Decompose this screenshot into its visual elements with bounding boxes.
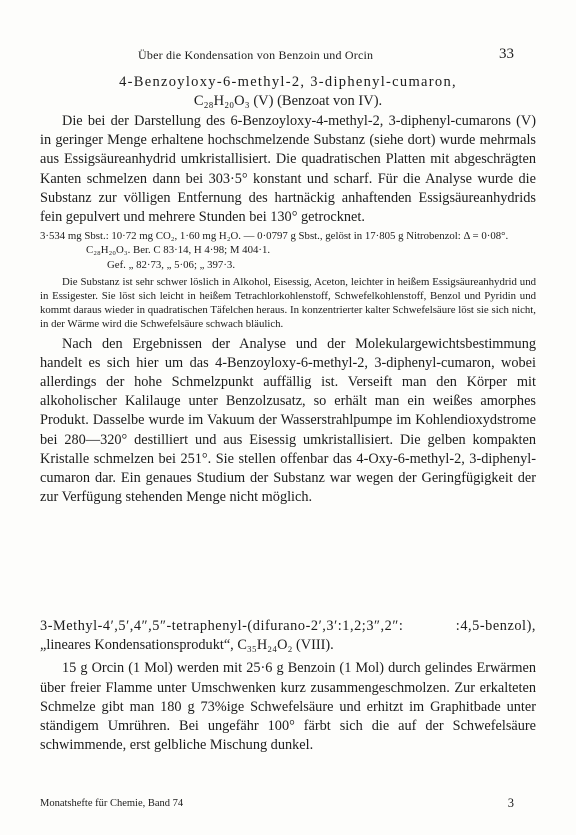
section-title-benzoat [40, 73, 536, 110]
title-formula: C₂₈H₂₀O₃ [193, 92, 250, 109]
solubility-note: Die Substanz ist sehr schwer löslich in Alkohol, Eisessig, Aceton, leichter in heißem Essigsäureanhydrid und in Essigester. Sie löst sich leicht in heißem Tetrachlorkohlenstoff, Schwefelkohlenstoff, Benzol und Pyridin und kommt daraus wieder in quadratischen Täfelchen heraus. In konzentrierter kalter Schwefelsäure löst sie sich nicht, in der Wärme wird die Schwefelsäure schwach bläulich. [40, 275, 536, 331]
section-kondensationsprodukt [40, 617, 536, 755]
running-header [138, 46, 514, 66]
journal-name: Monatshefte für Chemie, Band 74 [40, 798, 184, 809]
title-line-2 [40, 92, 536, 111]
sheet-number: 3 [507, 796, 514, 810]
title-rest: (V) (Benzoat von IV). [253, 92, 383, 109]
paragraph-darstellung: Die bei der Darstellung des 6-Benzoyloxy-4-methyl-2, 3-diphenyl-cumarons (V) in geringer Menge erhaltene hochschmelzende Substanz (siehe dort) wurde mehrmals aus Essigsäureanhydrid umkristallisiert. Die quadratischen Platten mit abgeschrägten Kanten schmelzen dann bei 303·5° konstant und scharf. Für die Analyse wurde die Substanz zur völligen Entfernung des hartnäckig anhaftenden Essigsäureanhydrids fein gepulvert und mehrere Stunden bei 130° getrocknet. [40, 113, 536, 226]
running-title: Über die Kondensation von Benzoin und Orcin [138, 48, 374, 62]
paragraph-orcin: 15 g Orcin (1 Mol) werden mit 25·6 g Benzoin (1 Mol) durch gelindes Erwärmen über freier Flamme unter Umschwenken kurz zusammengeschmolzen. Zur erkalteten Schmelze gibt man 180 g 73%ige Schwefelsäure und erhitzt im Graphitbade unter ständigem Umrühren. Bei ungefähr 100° färbt sich die auf der Schwefelsäure schwimmende, erst gelbliche Mischung dunkel. [40, 660, 536, 754]
title-spaced: 3-Methyl-4′,5′,4″,5″-tetraphenyl-(difurano-2′,3′:1,2;3″,2″: :4,5-benzol), [40, 618, 536, 634]
elemental-analysis [40, 243, 536, 271]
ber-line: C₂₈H₂₀O₃. Ber. C 83·14, H 4·98; M 404·1. [86, 244, 271, 257]
title-rest: „lineares Kondensationsprodukt“, C₃₅H₂₄O₂ (VIII). [40, 637, 334, 654]
page-footer [40, 796, 514, 812]
page-number: 33 [499, 46, 514, 62]
analysis-line: 3·534 mg Sbst.: 10·72 mg CO₂, 1·60 mg H₂O. — 0·0797 g Sbst., gelöst in 17·805 g Nitrobenzol: Δ = 0·08°. [40, 230, 509, 243]
section-title-kondensationsprodukt [40, 617, 536, 655]
section-benzoat [40, 73, 536, 507]
gef-line: Gef. „ 82·73, „ 5·06; „ 397·3. [107, 258, 236, 271]
title-line-1: 4-Benzoyloxy-6-methyl-2, 3-diphenyl-cumaron, [119, 74, 457, 90]
paragraph-ergebnisse: Nach den Ergebnissen der Analyse und der Molekulargewichtsbestimmung handelt es sich hier um das 4-Benzoyloxy-6-methyl-2, 3-diphenyl-cumaron, wobei allerdings der hohe Schmelzpunkt auffällig ist. Verseift man den Körper mit alkoholischer Kalilauge unter Benzolzusatz, so erhält man ein weißes amorphes Produkt. Dasselbe wurde im Vakuum der Wasserstrahlpumpe im Kohlendioxydstrome bei 280—320° destilliert und aus Eisessig umkristallisiert. Die gelben kompakten Kristalle schmelzen bei 251°. Sie stellen offenbar das 4-Oxy-6-methyl-2, 3-diphenyl-cumaron dar. Ein genaues Studium der Substanz war wegen der Geringfügigkeit der zur Verfügung stehenden Menge nicht möglich. [40, 335, 536, 506]
